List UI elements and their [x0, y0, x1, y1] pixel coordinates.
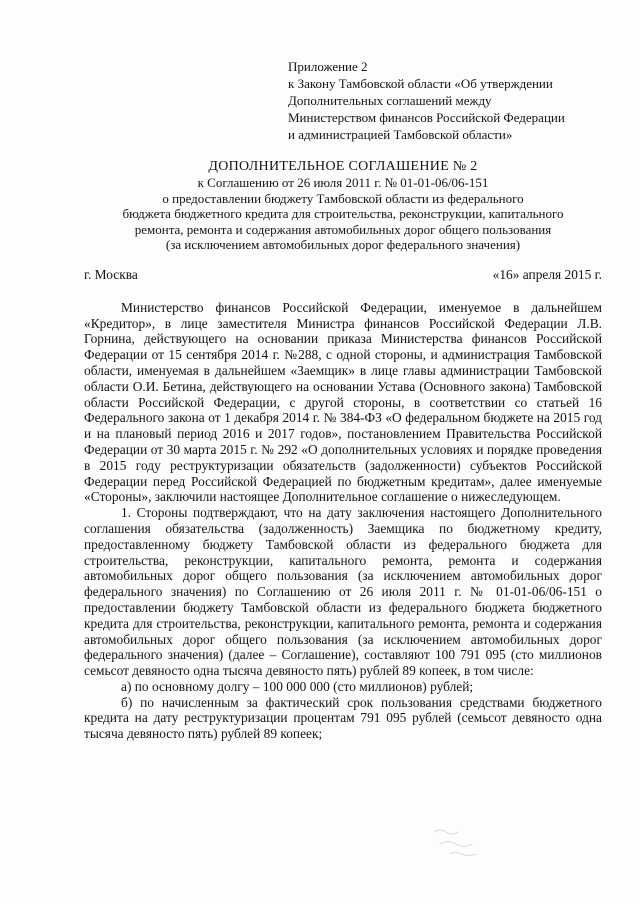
intro-paragraph: Министерство финансов Российской Федерации, именуемое в дальнейшем «Кредитор», в лице заместителя Министра финансов Российской Федерации Л.В. Горнина, действующего на основании приказа Министерства финансов Российской Федерации от 15 сентября 2014 г. №288, с одной стороны, и администрация Тамбовской области, именуемая в дальнейшем «Заемщик» в лице главы администрации Тамбовской области О.И. Бетина, действующего на основании Устава (Основного закона) Тамбовской области Российской Федерации, с другой стороны, в соответствии со статьей 16 Федерального закона от 1 декабря 2014 г. № 384-ФЗ «О федеральном бюджете на 2015 год и на плановый период 2016 и 2017 годов», постановлением Правительства Российской Федерации от 30 марта 2015 г. № 292 «О дополнительных условиях и порядке проведения в 2015 году реструктуризации обязательств (задолженности) субъектов Российской Федерации перед Российской Федерацией по бюджетным кредитам», далее именуемые «Стороны», заключили настоящее Дополнительное соглашение о нижеследующем.: [84, 299, 602, 505]
clause-1-paragraph: 1. Стороны подтверждают, что на дату заключения настоящего Дополнительного соглашения обязательства (задолженность) Заемщика по бюджетному кредиту, предоставленному бюджету Тамбовской области из федерального бюджета для строительства, реконструкции, капитального ремонта, ремонта и содержания автомобильных дорог общего пользования (за исключением автомобильных дорог федерального значения) по Соглашению от 26 июля 2011 г. № 01-01-06/06-151 о предоставлении бюджету Тамбовской области из федерального бюджета бюджетного кредита для строительства, реконструкции, капитального ремонта, ремонта и содержания автомобильных дорог общего пользования (за исключением автомобильных дорог федерального значения) (далее – Соглашение), составляют 100 791 095 (сто миллионов семьсот девяносто одна тысяча девяносто пять) рублей 89 копеек, в том числе:: [84, 505, 602, 679]
title-line: (за исключением автомобильных дорог федерального значения): [165, 237, 521, 253]
place: г. Москва: [84, 266, 138, 282]
place-date-line: [84, 267, 602, 283]
title-line: к Соглашению от 26 июля 2011 г. № 01-01-06/06-151: [197, 175, 489, 190]
appendix-note: [288, 58, 588, 143]
agreement-title-block: [84, 158, 602, 253]
appendix-line: Приложение 2: [288, 59, 368, 74]
title-line: ремонта, ремонта и содержания автомобильных дорог общего пользования: [134, 221, 552, 237]
appendix-line: Министерством финансов Российской Федерации: [288, 110, 565, 125]
clause-1b-paragraph: б) по начисленным за фактический срок пользования средствами бюджетного кредита на дату реструктуризации процентам 791 095 рублей (семьсот девяносто одна тысяча девяносто пять) рублей 89 копеек;: [84, 694, 602, 742]
title-line: бюджета бюджетного кредита для строительства, реконструкции, капитального: [122, 206, 564, 222]
clause-1a-paragraph: а) по основному долгу – 100 000 000 (сто миллионов) рублей;: [121, 678, 474, 694]
appendix-line: и администрацией Тамбовской области»: [288, 127, 513, 142]
appendix-line: Дополнительных соглашений между: [288, 93, 492, 108]
date: «16» апреля 2015 г.: [492, 266, 602, 282]
appendix-line: к Закону Тамбовской области «Об утверждении: [288, 76, 553, 91]
agreement-title: ДОПОЛНИТЕЛЬНОЕ СОГЛАШЕНИЕ № 2: [208, 159, 478, 174]
agreement-body: [84, 300, 602, 742]
faint-stamp-mark: [426, 822, 496, 862]
title-line: о предоставлении бюджету Тамбовской области из федерального: [162, 190, 524, 206]
